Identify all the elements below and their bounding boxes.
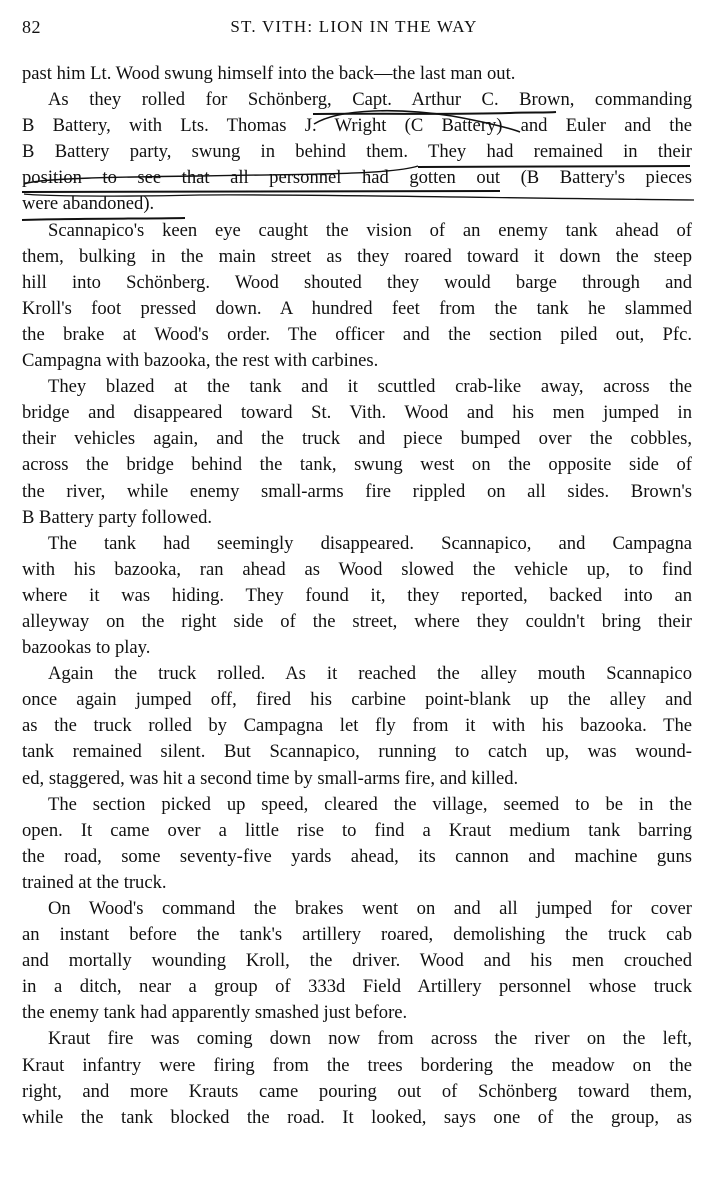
text-line: across the bridge behind the tank, swung west on the opposite side of (22, 454, 692, 476)
running-head: ST. VITH: LION IN THE WAY (230, 17, 478, 36)
text-line: once again jumped off, fired his carbine point-blank up the alley and (22, 689, 692, 711)
text-line: hill into Schönberg. Wood shouted they would barge through and (22, 271, 692, 293)
text-line: alleyway on the right side of the street, where they couldn't bring their (22, 610, 692, 632)
text-line: They blazed at the tank and it scuttled crab-like away, across the (48, 376, 692, 398)
text-line: On Wood's command the brakes went on and all jumped for cover (48, 898, 692, 919)
text-line: The section picked up speed, cleared the village, seemed to be in the (48, 793, 692, 815)
text-line: with his bazooka, ran ahead as Wood slowed the vehicle up, to find (22, 558, 692, 580)
page-number: 82 (22, 17, 41, 37)
text-line: B Battery party followed. (22, 506, 213, 528)
text-line: the brake at Wood's order. The officer and the section piled out, Pfc. (22, 323, 692, 345)
text-line: Kraut fire was coming down now from across the river on the left, (48, 1028, 692, 1050)
text-line: trained at the truck. (22, 871, 167, 893)
text-line: ed, staggered, was hit a second time by small-arms fire, and killed. (22, 767, 519, 789)
text-line: where it was hiding. They found it, they reported, backed into an (22, 584, 692, 606)
text-line: Again the truck rolled. As it reached the alley mouth Scannapico (48, 663, 692, 685)
text-line: bazookas to play. (22, 637, 151, 659)
text-line: them, bulking in the main street as they roared toward it down the steep (22, 245, 692, 267)
text-line: and mortally wounding Kroll, the driver. Wood and his men crouched (22, 950, 692, 972)
text-line: Scannapico's keen eye caught the vision of an enemy tank ahead of (48, 219, 692, 241)
text-line: bridge and disappeared toward St. Vith. Wood and his men jumped in (22, 402, 692, 424)
text-line: B Battery party, swung in behind them. They had remained in their (22, 141, 692, 163)
text-line: right, and more Krauts came pouring out of Schönberg toward them, (22, 1080, 692, 1102)
text-line: the enemy tank had apparently smashed just before. (22, 1002, 408, 1024)
text-line: as the truck rolled by Campagna let fly from it with his bazooka. The (22, 715, 692, 737)
text-line: Kroll's foot pressed down. A hundred feet from the tank he slammed (22, 297, 692, 319)
text-line: Kraut infantry were firing from the trees bordering the meadow on the (22, 1054, 692, 1076)
text-line: the river, while enemy small-arms fire rippled on all sides. Brown's (22, 480, 692, 502)
text-line: the road, some seventy-five yards ahead, its cannon and machine guns (22, 845, 692, 867)
text-line: tank remained silent. But Scannapico, running to catch up, was wound- (22, 741, 692, 763)
text-line: As they rolled for Schönberg, Capt. Arthur C. Brown, commanding (48, 89, 692, 111)
text-line: position to see that all personnel had gotten out (B Battery's pieces (22, 167, 692, 189)
text-line: in a ditch, near a group of 333d Field Artillery personnel whose truck (22, 976, 692, 998)
text-line: The tank had seemingly disappeared. Scannapico, and Campagna (48, 532, 692, 554)
text-line: were abandoned). (22, 193, 155, 215)
body-text (22, 61, 692, 1131)
text-line: their vehicles again, and the truck and piece bumped over the cobbles, (22, 428, 692, 450)
text-line: while the tank blocked the road. It looked, says one of the group, as (22, 1106, 692, 1128)
text-line: B Battery, with Lts. Thomas J. Wright (C Battery) and Euler and the (22, 115, 692, 137)
text-line: past him Lt. Wood swung himself into the back—the last man out. (22, 63, 516, 84)
text-line: open. It came over a little rise to find a Kraut medium tank barring (22, 819, 692, 841)
text-line: an instant before the tank's artillery roared, demolishing the truck cab (22, 924, 692, 946)
text-line: Campagna with bazooka, the rest with carbines. (22, 350, 379, 372)
